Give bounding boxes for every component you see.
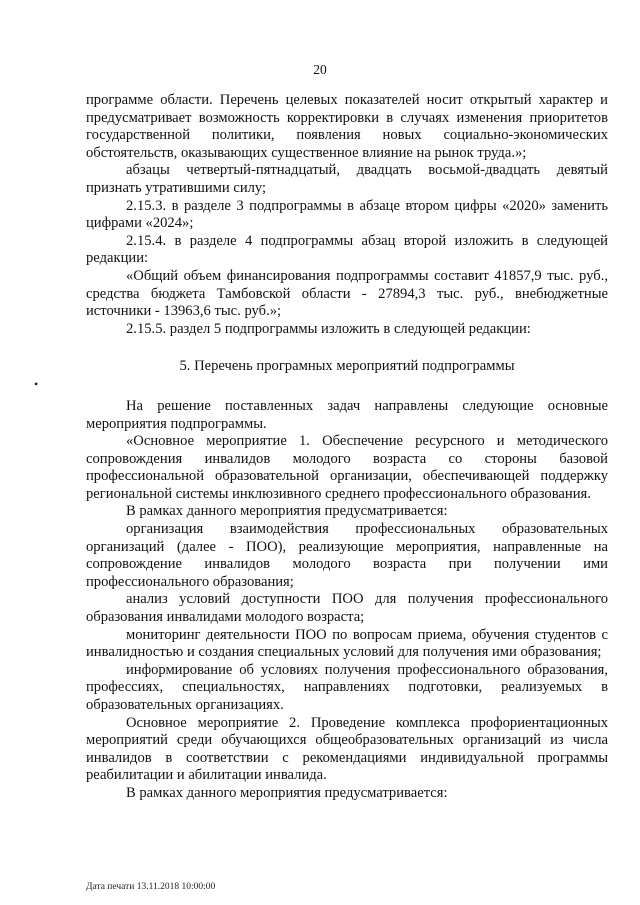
- print-date-footer: Дата печати 13.11.2018 10:00:00: [86, 882, 216, 892]
- paragraph: анализ условий доступности ПОО для получения профессионального образования инвалидами молодого возраста;: [86, 591, 608, 626]
- paragraph: организация взаимодействия профессиональных образовательных организаций (далее - ПОО), реализующие мероприятия, направленные на сопровождение инвалидов молодого возраста при получении ими профессионального образования;: [86, 521, 608, 590]
- paragraph: В рамках данного мероприятия предусматривается:: [126, 503, 448, 520]
- paragraph: «Общий объем финансирования подпрограммы составит 41857,9 тыс. руб., средства бюджета Тамбовской области - 27894,3 тыс. руб., внебюджетные источники - 13963,6 тыс. руб.»;: [86, 267, 608, 320]
- margin-mark: •: [34, 377, 39, 391]
- paragraph: «Основное мероприятие 1. Обеспечение ресурсного и методического сопровождения инвалидов молодого возраста со стороны базовой профессиональной образовательной организации, обеспечивающей поддержку региональной системы инклюзивного среднего профессионального образования.: [86, 433, 608, 502]
- paragraph: В рамках данного мероприятия предусматривается:: [126, 784, 448, 801]
- paragraph: абзацы четвертый-пятнадцатый, двадцать восьмой-двадцать девятый признать утратившими силу;: [86, 162, 608, 196]
- paragraph: информирование об условиях получения профессионального образования, профессиях, специальностях, направлениях подготовки, реализуемых в образовательных организациях.: [86, 661, 608, 713]
- paragraph: На решение поставленных задач направлены следующие основные мероприятия подпрограммы.: [86, 397, 608, 432]
- paragraph: 2.15.3. в разделе 3 подпрограммы в абзаце втором цифры «2020» заменить цифрами «2024»;: [86, 197, 608, 232]
- paragraph: 2.15.4. в разделе 4 подпрограммы абзац второй изложить в следующей редакции:: [86, 232, 608, 267]
- section-heading: 5. Перечень програмных мероприятий подпрограммы: [179, 358, 515, 375]
- paragraph: 2.15.5. раздел 5 подпрограммы изложить в следующей редакции:: [126, 320, 531, 337]
- paragraph: мониторинг деятельности ПОО по вопросам приема, обучения студентов с инвалидностью и создания специальных условий для получения ими образования;: [86, 626, 608, 661]
- paragraph: Основное мероприятие 2. Проведение комплекса профориентационных мероприятий среди обучающихся общеобразовательных организаций из числа инвалидов в соответствии с рекомендациями индивидуальной программы реабилитации и абилитации инвалида.: [86, 714, 608, 784]
- page-number: 20: [313, 62, 327, 77]
- document-body: [86, 92, 608, 803]
- paragraph: программе области. Перечень целевых показателей носит открытый характер и предусматривает возможность корректировки в случаях изменения приоритетов государственной политики, появления новых социально-экономических обстоятельств, оказывающих существенное влияние на рынок труда.»;: [86, 92, 608, 161]
